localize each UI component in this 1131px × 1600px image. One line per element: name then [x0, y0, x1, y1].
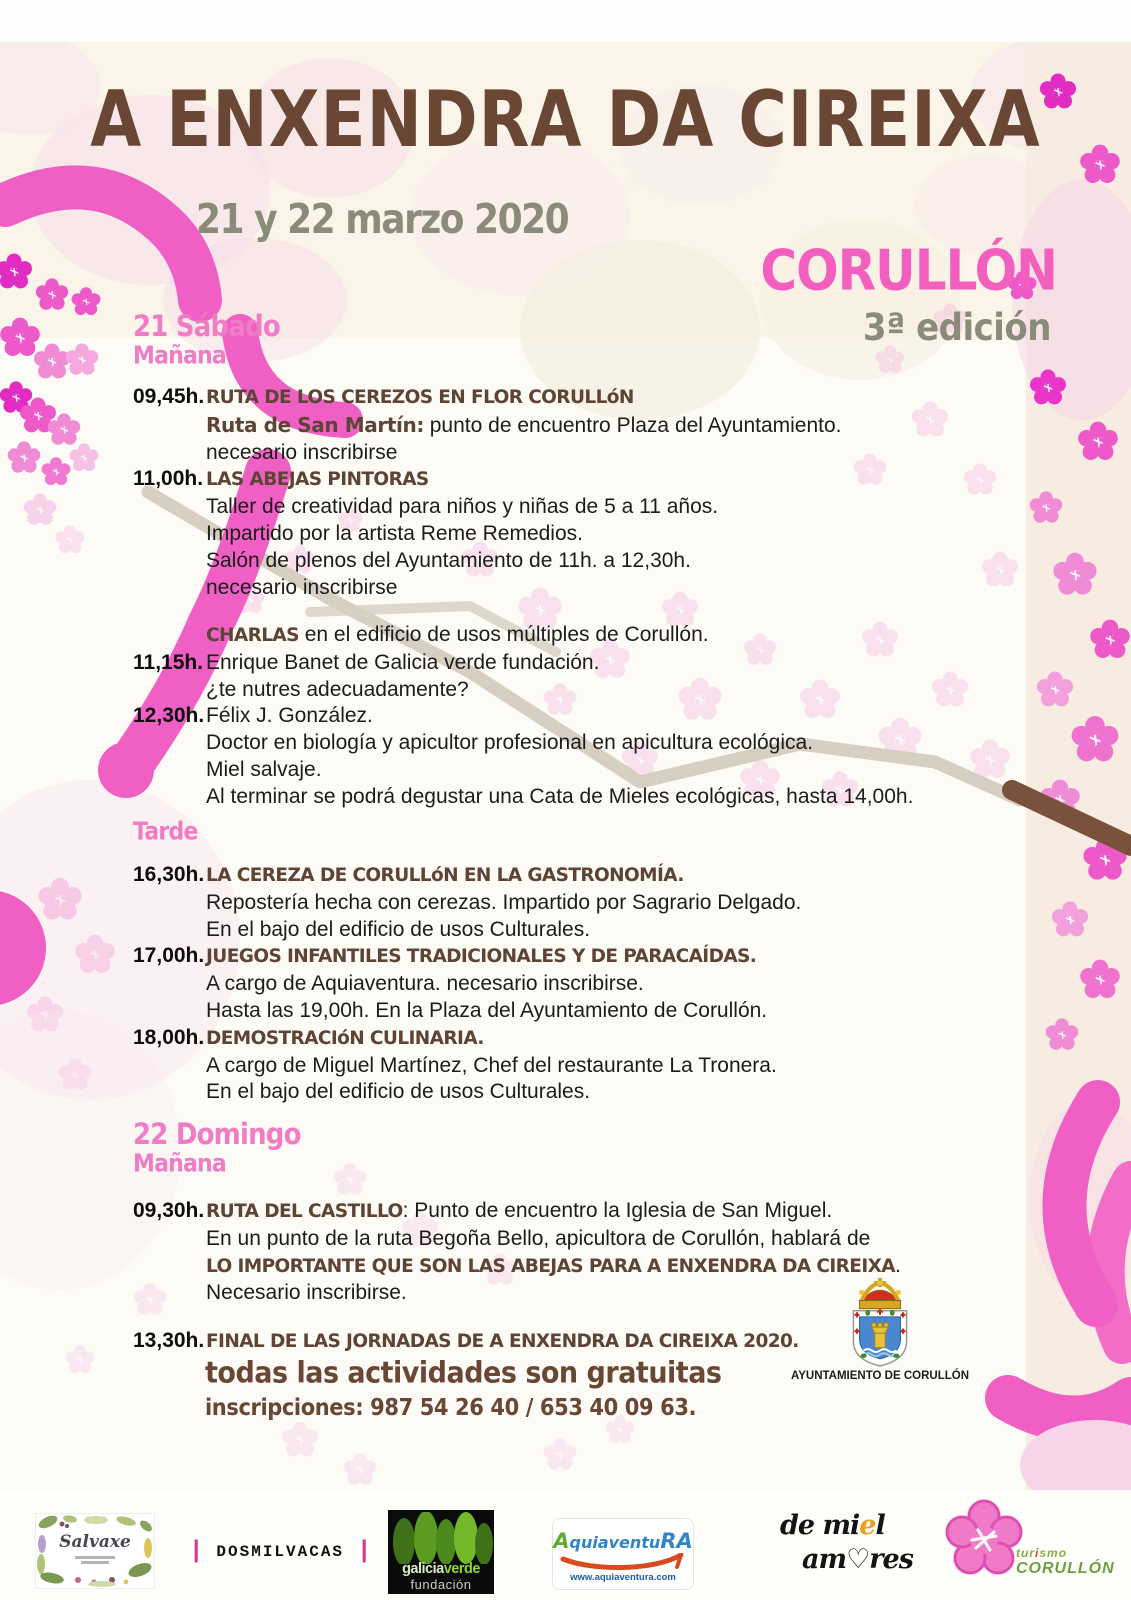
- schedule-row: [133, 466, 1033, 494]
- salvaxe-logo: [36, 1514, 154, 1588]
- demiel-line1: de miel: [780, 1510, 885, 1541]
- schedule-row: [133, 384, 1033, 412]
- event-title: JUEGOS INFANTILES TRADICIONALES Y DE PARACAÍDAS.: [206, 946, 757, 968]
- time-label: 12,30h.: [133, 704, 205, 728]
- schedule-row: [133, 622, 1033, 650]
- event-detail: Doctor en biología y apicultor profesional en apicultura ecológica.: [206, 731, 814, 755]
- event-title: LA CEREZA DE CORULLóN EN LA GASTRONOMÍA.: [206, 865, 684, 886]
- event-detail: en el edificio de usos múltiples de Corullón.: [298, 623, 709, 646]
- event-detail: Al terminar se podrá degustar una Cata de Mieles ecológicas, hasta 14,00h.: [206, 784, 914, 808]
- poster-title: A ENXENDRA DA CIREIXA: [90, 74, 1041, 165]
- time-label: 11,15h.: [133, 650, 204, 674]
- galiciaverde-wordmark: galiciaverde: [402, 1561, 480, 1577]
- event-detail: Hasta las 19,00h. En la Plaza del Ayuntamiento de Corullón.: [206, 998, 768, 1022]
- time-label: 18,00h.: [133, 1025, 205, 1049]
- schedule-row: [133, 494, 1033, 521]
- schedule-row: [133, 1226, 1033, 1253]
- time-label: 09,30h.: [133, 1199, 205, 1222]
- schedule-saturday-talks: [133, 622, 1033, 811]
- time-label: 13,30h.: [133, 1329, 205, 1352]
- event-detail: necesario inscribirse: [206, 575, 398, 599]
- demielamores-logo: [762, 1508, 912, 1588]
- schedule-row: [133, 730, 1033, 757]
- galiciaverde-leaves: [388, 1512, 494, 1564]
- schedule-row: [133, 1079, 1033, 1106]
- salvaxe-caption-line: [75, 1556, 115, 1559]
- event-title: Ruta de San Martín:: [206, 412, 424, 437]
- event-title: LO IMPORTANTE QUE SON LAS ABEJAS PARA A ENXENDRA DA CIREIXA: [206, 1255, 895, 1277]
- event-title: RUTA DE LOS CEREZOS EN FLOR CORULLóN: [206, 387, 634, 408]
- council-label: AYUNTAMIENTO DE CORULLÓN: [790, 1370, 970, 1382]
- schedule-row: [133, 1253, 1033, 1281]
- galiciaverde-logo: [388, 1510, 494, 1594]
- time-label: 11,00h.: [133, 467, 204, 491]
- heart-icon: ♡: [846, 1544, 870, 1575]
- event-title: LAS ABEJAS PINTORAS: [206, 469, 429, 491]
- schedule-row: [133, 521, 1033, 548]
- event-detail: punto de encuentro Plaza del Ayuntamiento.: [423, 413, 842, 437]
- event-detail: necesario inscribirse: [206, 440, 398, 464]
- demiel-line2: am♡res: [802, 1544, 913, 1575]
- turismo-wordmark: turismo CORULLÓN: [1016, 1546, 1115, 1577]
- event-detail: Taller de creatividad para niños y niñas de 5 a 11 años.: [206, 495, 719, 519]
- day2-morning-label: Mañana: [133, 1150, 226, 1178]
- galiciaverde-fundacion: fundación: [410, 1577, 472, 1592]
- event-title: CHARLAS: [206, 625, 299, 646]
- schedule-row: [133, 677, 1033, 704]
- schedule-row: [133, 650, 1033, 677]
- sponsor-band: [0, 1490, 1131, 1600]
- event-detail: En un punto de la ruta Begoña Bello, apicultora de Corullón, hablará de: [206, 1226, 871, 1250]
- dosmilvacas-left-bar: |: [189, 1538, 204, 1565]
- event-title: DEMOSTRACIóN CULINARIA.: [206, 1027, 484, 1049]
- event-edition: 3ª edición: [862, 306, 1051, 350]
- day2-label: 22 Domingo: [133, 1118, 301, 1152]
- day1-label: 21 Sábado: [133, 310, 280, 344]
- event-detail: En el bajo del edificio de usos Culturales.: [206, 1080, 591, 1104]
- schedule-row: [133, 862, 1033, 890]
- event-detail: Repostería hecha con cerezas. Impartido por Sagrario Delgado.: [206, 890, 802, 914]
- event-detail: A cargo de Aquiaventura. necesario inscribirse.: [206, 972, 644, 996]
- schedule-row: [133, 943, 1033, 971]
- schedule-row: [133, 1198, 1033, 1226]
- event-detail: ¿te nutres adecuadamente?: [206, 677, 469, 701]
- event-detail: Félix J. González.: [206, 704, 373, 728]
- salvaxe-wordmark: Salvaxe: [59, 1532, 131, 1552]
- schedule-saturday-morning: [133, 384, 1033, 601]
- schedule-row: [133, 784, 1033, 811]
- dosmilvacas-right-bar: |: [357, 1538, 372, 1565]
- event-title: FINAL DE LAS JORNADAS DE A ENXENDRA DA CIREIXA 2020.: [206, 1331, 799, 1352]
- event-detail: Miel salvaje.: [206, 757, 322, 781]
- free-activities-note: todas las actividades son gratuitas: [205, 1356, 722, 1391]
- turismo-corullon-logo: [938, 1494, 1115, 1598]
- schedule-row: [133, 890, 1033, 917]
- aquiaventura-logo: [552, 1518, 694, 1590]
- event-detail: Necesario inscribirse.: [206, 1281, 407, 1305]
- event-dates: 21 y 22 marzo 2020: [196, 196, 569, 244]
- day1-afternoon-label: Tarde: [133, 818, 198, 846]
- dosmilvacas-logo: [176, 1538, 384, 1565]
- event-detail: Impartido por la artista Reme Remedios.: [206, 521, 583, 545]
- schedule-row: [133, 412, 1033, 440]
- schedule-row: [133, 703, 1033, 730]
- event-detail: A cargo de Miguel Martínez, Chef del restaurante La Tronera.: [206, 1053, 777, 1077]
- event-title: RUTA DEL CASTILLO: [206, 1201, 403, 1222]
- schedule-row: [133, 1025, 1033, 1053]
- schedule-row: [133, 575, 1033, 602]
- schedule-row: [133, 440, 1033, 467]
- dosmilvacas-wordmark: DOSMILVACAS: [216, 1542, 345, 1561]
- day1-morning-label: Mañana: [133, 342, 226, 370]
- event-location: CORULLÓN: [760, 238, 1057, 303]
- corullon-coat-of-arms: [846, 1278, 914, 1368]
- time-label: 16,30h.: [133, 863, 205, 886]
- event-detail: Enrique Banet de Galicia verde fundación.: [206, 650, 600, 674]
- time-label: 09,45h.: [133, 385, 205, 408]
- schedule-row: [133, 1053, 1033, 1080]
- schedule-row: [133, 917, 1033, 944]
- schedule-row: [133, 757, 1033, 784]
- event-detail: : Punto de encuentro la Iglesia de San Miguel.: [402, 1199, 833, 1222]
- event-detail: En el bajo del edificio de usos Culturales.: [206, 917, 591, 941]
- schedule-saturday-afternoon: [133, 862, 1033, 1106]
- event-detail: .: [895, 1253, 901, 1277]
- time-label: 17,00h.: [133, 944, 205, 968]
- aquiaventura-wordmark: AquiaventuRA: [553, 1529, 693, 1553]
- salvaxe-caption-line: [81, 1561, 109, 1564]
- schedule-row: [133, 971, 1033, 998]
- schedule-row: [133, 998, 1033, 1025]
- schedule-row: [133, 548, 1033, 575]
- event-detail: Salón de plenos del Ayuntamiento de 11h. a 12,30h.: [206, 548, 691, 572]
- inscriptions-phones: inscripciones: 987 54 26 40 / 653 40 09 63.: [205, 1394, 697, 1421]
- aquiaventura-url: www.aquiaventura.com: [570, 1572, 676, 1583]
